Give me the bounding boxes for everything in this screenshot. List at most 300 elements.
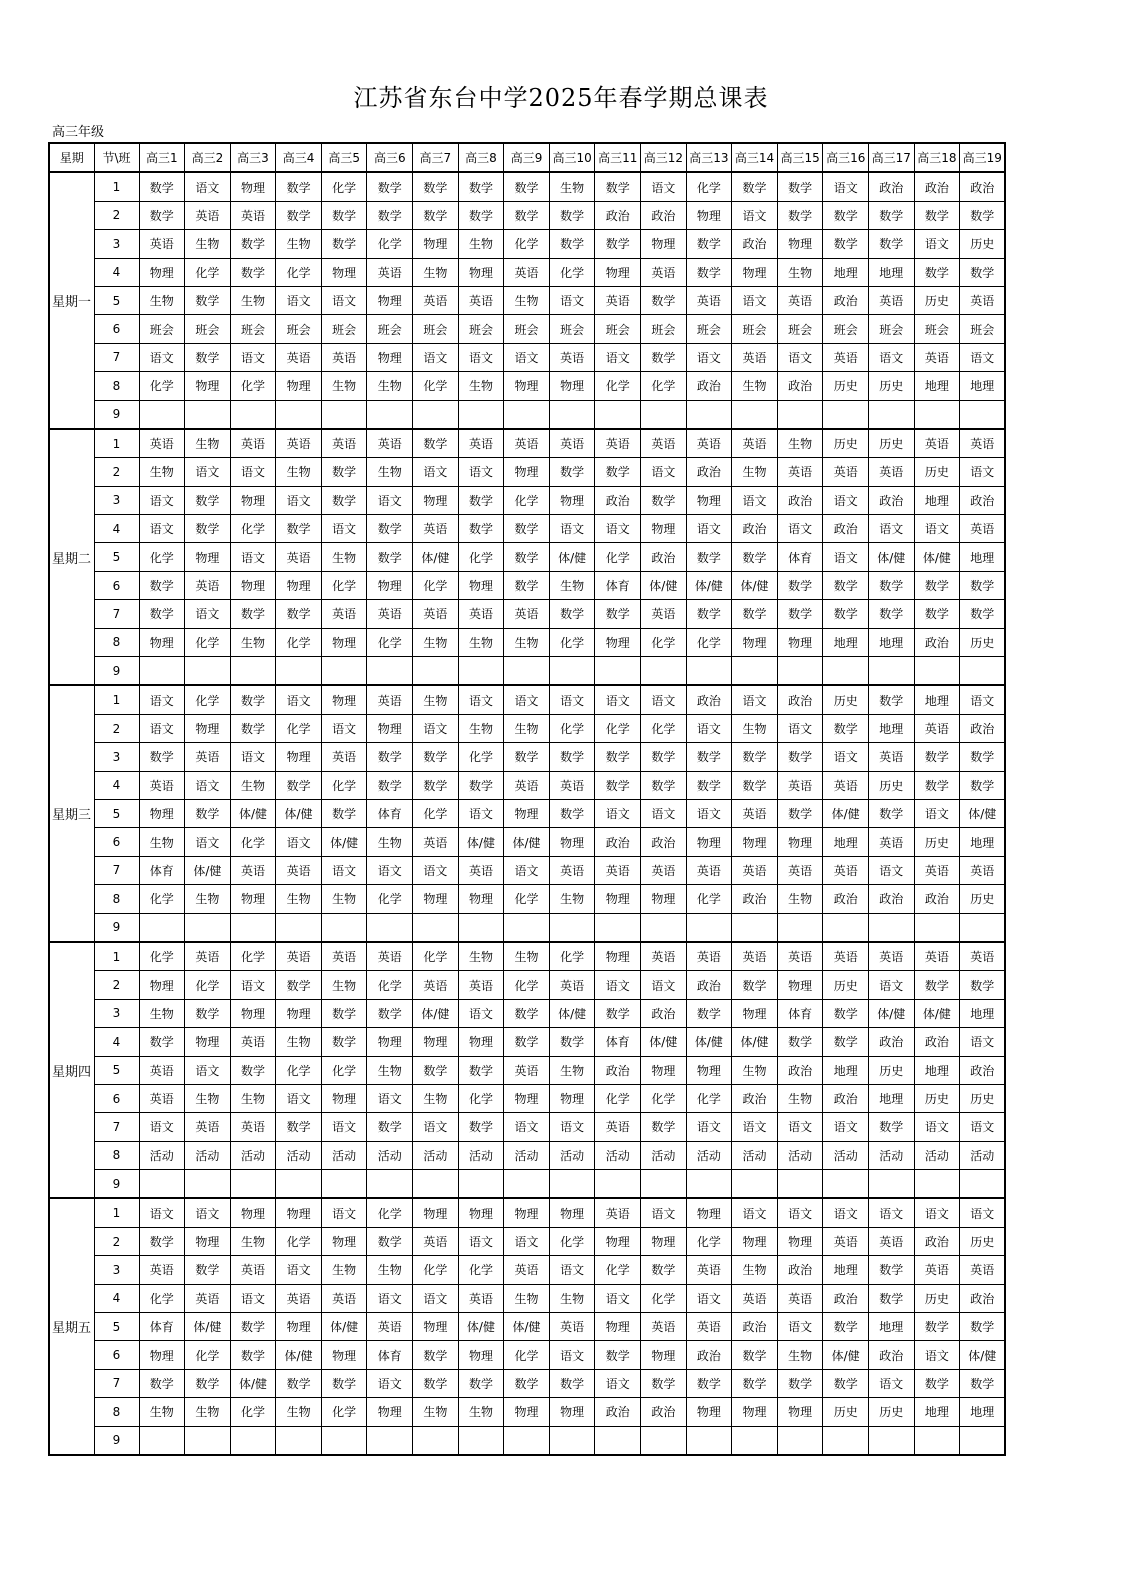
subject-cell: 体/健: [458, 828, 504, 856]
subject-cell: 体/健: [914, 543, 960, 571]
subject-cell: 政治: [960, 1284, 1006, 1312]
subject-cell: 化学: [549, 258, 595, 286]
subject-cell: [321, 1170, 367, 1199]
subject-cell: 语文: [321, 1198, 367, 1227]
subject-cell: 数学: [595, 743, 641, 771]
subject-cell: 班会: [549, 315, 595, 343]
period-row: [49, 315, 1005, 343]
subject-cell: 历史: [869, 1056, 915, 1084]
subject-cell: 物理: [185, 1028, 231, 1056]
class-header: 高三17: [869, 143, 915, 172]
subject-cell: 语文: [139, 486, 185, 514]
subject-cell: 英语: [595, 286, 641, 314]
subject-cell: [185, 400, 231, 429]
subject-cell: 数学: [595, 172, 641, 201]
subject-cell: 语文: [458, 343, 504, 371]
day-label: 星期二: [49, 429, 94, 686]
subject-cell: 物理: [276, 571, 322, 599]
subject-cell: 班会: [230, 315, 276, 343]
subject-cell: 物理: [185, 372, 231, 400]
subject-cell: 化学: [367, 230, 413, 258]
subject-cell: 历史: [960, 230, 1006, 258]
subject-cell: 英语: [641, 258, 687, 286]
period-number: 9: [94, 400, 139, 429]
subject-cell: 政治: [823, 885, 869, 913]
subject-cell: 生物: [185, 230, 231, 258]
period-number: 3: [94, 486, 139, 514]
subject-cell: 数学: [458, 515, 504, 543]
subject-cell: 英语: [504, 600, 550, 628]
subject-cell: 英语: [321, 600, 367, 628]
subject-cell: 化学: [595, 543, 641, 571]
subject-cell: 语文: [641, 971, 687, 999]
subject-cell: 化学: [686, 172, 732, 201]
subject-cell: 英语: [914, 714, 960, 742]
subject-cell: [139, 913, 185, 942]
period-row: [49, 1227, 1005, 1255]
subject-cell: 语文: [914, 1198, 960, 1227]
subject-cell: 语文: [367, 486, 413, 514]
subject-cell: [276, 657, 322, 686]
subject-cell: [595, 657, 641, 686]
subject-cell: 化学: [321, 1056, 367, 1084]
subject-cell: 体/健: [185, 1313, 231, 1341]
subject-cell: 英语: [549, 971, 595, 999]
subject-cell: [458, 1170, 504, 1199]
subject-cell: 数学: [230, 600, 276, 628]
subject-cell: 化学: [686, 1227, 732, 1255]
subject-cell: 生物: [321, 372, 367, 400]
subject-cell: 语文: [777, 1313, 823, 1341]
period-number: 8: [94, 1398, 139, 1426]
subject-cell: 生物: [777, 1341, 823, 1369]
subject-cell: 语文: [960, 1198, 1006, 1227]
subject-cell: 物理: [549, 1084, 595, 1112]
subject-cell: 物理: [139, 1341, 185, 1369]
subject-cell: [823, 1170, 869, 1199]
subject-cell: 数学: [413, 743, 459, 771]
subject-cell: 英语: [914, 942, 960, 971]
subject-cell: 数学: [504, 543, 550, 571]
subject-cell: [367, 913, 413, 942]
subject-cell: 语文: [914, 1341, 960, 1369]
subject-cell: 政治: [960, 486, 1006, 514]
subject-cell: 政治: [914, 885, 960, 913]
period-number: 1: [94, 429, 139, 458]
subject-cell: 数学: [321, 1369, 367, 1397]
period-number: 6: [94, 828, 139, 856]
subject-cell: 化学: [185, 1341, 231, 1369]
subject-cell: [777, 913, 823, 942]
subject-cell: 英语: [321, 743, 367, 771]
period-number: 3: [94, 999, 139, 1027]
period-number: 6: [94, 1341, 139, 1369]
subject-cell: 语文: [185, 771, 231, 799]
subject-cell: 语文: [367, 856, 413, 884]
subject-cell: 语文: [276, 685, 322, 714]
subject-cell: 物理: [641, 1227, 687, 1255]
subject-cell: 数学: [960, 1313, 1006, 1341]
period-number: 2: [94, 714, 139, 742]
subject-cell: [777, 1426, 823, 1455]
subject-cell: 语文: [732, 1113, 778, 1141]
subject-cell: [914, 913, 960, 942]
period-number: 2: [94, 201, 139, 229]
period-row: [49, 400, 1005, 429]
period-row: [49, 999, 1005, 1027]
subject-cell: 物理: [595, 258, 641, 286]
subject-cell: 数学: [276, 771, 322, 799]
subject-cell: 物理: [686, 1056, 732, 1084]
subject-cell: 数学: [139, 1369, 185, 1397]
subject-cell: 生物: [230, 1084, 276, 1112]
subject-cell: [367, 1170, 413, 1199]
period-row: [49, 1256, 1005, 1284]
subject-cell: 体/健: [276, 1341, 322, 1369]
subject-cell: 化学: [367, 628, 413, 656]
subject-cell: 物理: [641, 230, 687, 258]
subject-cell: 数学: [960, 743, 1006, 771]
subject-cell: 语文: [777, 1198, 823, 1227]
subject-cell: 数学: [367, 743, 413, 771]
subject-cell: 物理: [321, 1341, 367, 1369]
subject-cell: 语文: [185, 458, 231, 486]
subject-cell: 地理: [960, 999, 1006, 1027]
schedule-table: [48, 142, 1006, 1456]
subject-cell: 语文: [549, 286, 595, 314]
subject-cell: 生物: [321, 1256, 367, 1284]
subject-cell: 生物: [185, 429, 231, 458]
subject-cell: [595, 1426, 641, 1455]
subject-cell: 物理: [549, 372, 595, 400]
subject-cell: [276, 1426, 322, 1455]
subject-cell: 地理: [823, 1056, 869, 1084]
subject-cell: 政治: [869, 172, 915, 201]
subject-cell: 数学: [549, 799, 595, 827]
subject-cell: 英语: [367, 429, 413, 458]
period-number: 3: [94, 1256, 139, 1284]
subject-cell: 物理: [230, 999, 276, 1027]
subject-cell: 数学: [413, 429, 459, 458]
subject-cell: 化学: [321, 1398, 367, 1426]
subject-cell: 英语: [823, 856, 869, 884]
period-row: [49, 1084, 1005, 1112]
subject-cell: 班会: [276, 315, 322, 343]
subject-cell: [230, 1170, 276, 1199]
subject-cell: 政治: [777, 486, 823, 514]
subject-cell: 数学: [367, 1227, 413, 1255]
class-header: 高三8: [458, 143, 504, 172]
subject-cell: 语文: [549, 1341, 595, 1369]
subject-cell: 生物: [230, 286, 276, 314]
subject-cell: 物理: [276, 1198, 322, 1227]
subject-cell: 数学: [276, 971, 322, 999]
subject-cell: 物理: [777, 628, 823, 656]
subject-cell: [367, 400, 413, 429]
subject-cell: 物理: [367, 714, 413, 742]
subject-cell: 数学: [732, 1341, 778, 1369]
subject-cell: 数学: [367, 172, 413, 201]
subject-cell: 语文: [458, 685, 504, 714]
subject-cell: 体/健: [549, 999, 595, 1027]
subject-cell: 数学: [686, 1369, 732, 1397]
subject-cell: 生物: [367, 828, 413, 856]
subject-cell: 化学: [641, 372, 687, 400]
subject-cell: 活动: [321, 1141, 367, 1169]
subject-cell: 数学: [276, 515, 322, 543]
subject-cell: 语文: [595, 1369, 641, 1397]
subject-cell: 英语: [367, 1313, 413, 1341]
subject-cell: 物理: [549, 1398, 595, 1426]
period-number: 6: [94, 315, 139, 343]
subject-cell: 数学: [914, 971, 960, 999]
subject-cell: [732, 1426, 778, 1455]
subject-cell: 物理: [686, 1198, 732, 1227]
subject-cell: 生物: [367, 458, 413, 486]
subject-cell: 活动: [230, 1141, 276, 1169]
subject-cell: 语文: [413, 458, 459, 486]
subject-cell: 化学: [139, 543, 185, 571]
subject-cell: 数学: [458, 1056, 504, 1084]
subject-cell: 物理: [413, 486, 459, 514]
subject-cell: 数学: [413, 201, 459, 229]
subject-cell: 数学: [549, 743, 595, 771]
subject-cell: 体/健: [230, 1369, 276, 1397]
subject-cell: 英语: [321, 343, 367, 371]
subject-cell: 数学: [823, 1313, 869, 1341]
subject-cell: 语文: [458, 799, 504, 827]
subject-cell: 英语: [504, 771, 550, 799]
subject-cell: [960, 1170, 1006, 1199]
subject-cell: 体育: [139, 856, 185, 884]
subject-cell: 英语: [139, 429, 185, 458]
subject-cell: 体/健: [641, 1028, 687, 1056]
subject-cell: 活动: [914, 1141, 960, 1169]
subject-cell: 物理: [504, 1398, 550, 1426]
subject-cell: 活动: [595, 1141, 641, 1169]
subject-cell: 历史: [823, 429, 869, 458]
subject-cell: 语文: [686, 799, 732, 827]
subject-cell: 班会: [914, 315, 960, 343]
subject-cell: 数学: [185, 486, 231, 514]
subject-cell: 生物: [458, 628, 504, 656]
subject-cell: 政治: [641, 201, 687, 229]
subject-cell: 英语: [458, 429, 504, 458]
subject-cell: [960, 1426, 1006, 1455]
subject-cell: 英语: [276, 856, 322, 884]
subject-cell: 语文: [139, 343, 185, 371]
subject-cell: 数学: [230, 1313, 276, 1341]
subject-cell: 生物: [777, 429, 823, 458]
subject-cell: [960, 400, 1006, 429]
period-row: [49, 971, 1005, 999]
subject-cell: 化学: [367, 971, 413, 999]
subject-cell: 语文: [595, 343, 641, 371]
subject-cell: 政治: [595, 201, 641, 229]
subject-cell: 英语: [276, 942, 322, 971]
subject-cell: [549, 400, 595, 429]
subject-cell: 语文: [504, 1113, 550, 1141]
subject-cell: 物理: [230, 885, 276, 913]
subject-cell: 语文: [321, 1113, 367, 1141]
subject-cell: [960, 657, 1006, 686]
subject-cell: 物理: [732, 999, 778, 1027]
subject-cell: 历史: [914, 458, 960, 486]
subject-cell: 数学: [185, 1256, 231, 1284]
subject-cell: 语文: [230, 743, 276, 771]
subject-cell: 生物: [732, 458, 778, 486]
subject-cell: 语文: [686, 1284, 732, 1312]
subject-cell: 数学: [777, 743, 823, 771]
subject-cell: 数学: [413, 172, 459, 201]
subject-cell: 英语: [549, 771, 595, 799]
subject-cell: 化学: [230, 828, 276, 856]
subject-cell: 班会: [777, 315, 823, 343]
subject-cell: 化学: [504, 885, 550, 913]
subject-cell: 数学: [869, 201, 915, 229]
subject-cell: 语文: [139, 1113, 185, 1141]
subject-cell: 历史: [960, 1084, 1006, 1112]
subject-cell: 政治: [960, 714, 1006, 742]
subject-cell: [641, 1170, 687, 1199]
period-number: 8: [94, 628, 139, 656]
class-header: 高三3: [230, 143, 276, 172]
period-row: [49, 201, 1005, 229]
period-number: 9: [94, 657, 139, 686]
subject-cell: [686, 1170, 732, 1199]
subject-cell: 语文: [686, 1113, 732, 1141]
subject-cell: [686, 657, 732, 686]
subject-cell: 生物: [321, 543, 367, 571]
subject-cell: 数学: [185, 799, 231, 827]
subject-cell: 地理: [869, 1084, 915, 1112]
subject-cell: 英语: [869, 458, 915, 486]
subject-cell: 生物: [458, 714, 504, 742]
period-number: 9: [94, 1170, 139, 1199]
subject-cell: 语文: [185, 600, 231, 628]
subject-cell: 生物: [732, 714, 778, 742]
subject-cell: 政治: [641, 999, 687, 1027]
subject-cell: 英语: [914, 429, 960, 458]
period-number: 9: [94, 913, 139, 942]
subject-cell: 英语: [686, 942, 732, 971]
subject-cell: 地理: [914, 1056, 960, 1084]
subject-cell: 英语: [595, 856, 641, 884]
subject-cell: 化学: [276, 258, 322, 286]
subject-cell: 英语: [504, 1056, 550, 1084]
subject-cell: 数学: [686, 771, 732, 799]
subject-cell: [139, 400, 185, 429]
subject-cell: 体/健: [276, 799, 322, 827]
subject-cell: 数学: [139, 600, 185, 628]
subject-cell: 数学: [869, 230, 915, 258]
subject-cell: 物理: [139, 258, 185, 286]
subject-cell: 体/健: [732, 1028, 778, 1056]
subject-cell: 物理: [321, 628, 367, 656]
subject-cell: 语文: [413, 856, 459, 884]
subject-cell: 化学: [321, 571, 367, 599]
subject-cell: 语文: [230, 343, 276, 371]
subject-cell: 数学: [230, 1056, 276, 1084]
subject-cell: 语文: [504, 856, 550, 884]
period-number: 4: [94, 771, 139, 799]
subject-cell: 语文: [367, 1369, 413, 1397]
subject-cell: 生物: [321, 971, 367, 999]
subject-cell: 语文: [777, 714, 823, 742]
subject-cell: 化学: [185, 258, 231, 286]
subject-cell: 生物: [367, 372, 413, 400]
subject-cell: [230, 1426, 276, 1455]
subject-cell: 数学: [185, 1369, 231, 1397]
subject-cell: 物理: [276, 372, 322, 400]
subject-cell: 生物: [549, 172, 595, 201]
subject-cell: [230, 400, 276, 429]
subject-cell: 数学: [504, 1369, 550, 1397]
subject-cell: 物理: [367, 343, 413, 371]
subject-cell: 地理: [823, 1256, 869, 1284]
subject-cell: 体/健: [960, 1341, 1006, 1369]
subject-cell: 数学: [641, 1369, 687, 1397]
subject-cell: 英语: [960, 856, 1006, 884]
subject-cell: 体/健: [641, 571, 687, 599]
subject-cell: 语文: [686, 714, 732, 742]
subject-cell: 物理: [504, 372, 550, 400]
subject-cell: [914, 400, 960, 429]
day-label: 星期一: [49, 172, 94, 429]
subject-cell: 政治: [732, 515, 778, 543]
subject-cell: 地理: [960, 543, 1006, 571]
subject-cell: 物理: [458, 1198, 504, 1227]
subject-cell: 语文: [960, 1028, 1006, 1056]
subject-cell: 语文: [413, 1113, 459, 1141]
period-row: [49, 913, 1005, 942]
subject-cell: 地理: [869, 714, 915, 742]
subject-cell: 语文: [413, 343, 459, 371]
subject-cell: 活动: [641, 1141, 687, 1169]
subject-cell: 语文: [595, 685, 641, 714]
subject-cell: 数学: [139, 571, 185, 599]
subject-cell: 英语: [960, 515, 1006, 543]
subject-cell: 英语: [139, 1256, 185, 1284]
subject-cell: 化学: [413, 799, 459, 827]
subject-cell: 体/健: [413, 999, 459, 1027]
subject-cell: [823, 657, 869, 686]
subject-cell: 英语: [732, 1284, 778, 1312]
subject-cell: 地理: [869, 1313, 915, 1341]
subject-cell: 数学: [914, 600, 960, 628]
subject-cell: 班会: [367, 315, 413, 343]
subject-cell: 生物: [777, 1084, 823, 1112]
subject-cell: 语文: [458, 1227, 504, 1255]
subject-cell: 体/健: [914, 999, 960, 1027]
subject-cell: 活动: [732, 1141, 778, 1169]
subject-cell: 活动: [686, 1141, 732, 1169]
subject-cell: 政治: [914, 172, 960, 201]
subject-cell: 数学: [869, 1113, 915, 1141]
period-row: [49, 1398, 1005, 1426]
subject-cell: 物理: [458, 571, 504, 599]
subject-cell: 活动: [458, 1141, 504, 1169]
subject-cell: [458, 1426, 504, 1455]
period-number: 8: [94, 372, 139, 400]
period-row: [49, 942, 1005, 971]
subject-cell: 体/健: [686, 571, 732, 599]
subject-cell: 数学: [549, 201, 595, 229]
subject-cell: 语文: [504, 343, 550, 371]
subject-cell: 政治: [595, 486, 641, 514]
subject-cell: 数学: [458, 201, 504, 229]
subject-cell: 体育: [367, 1341, 413, 1369]
